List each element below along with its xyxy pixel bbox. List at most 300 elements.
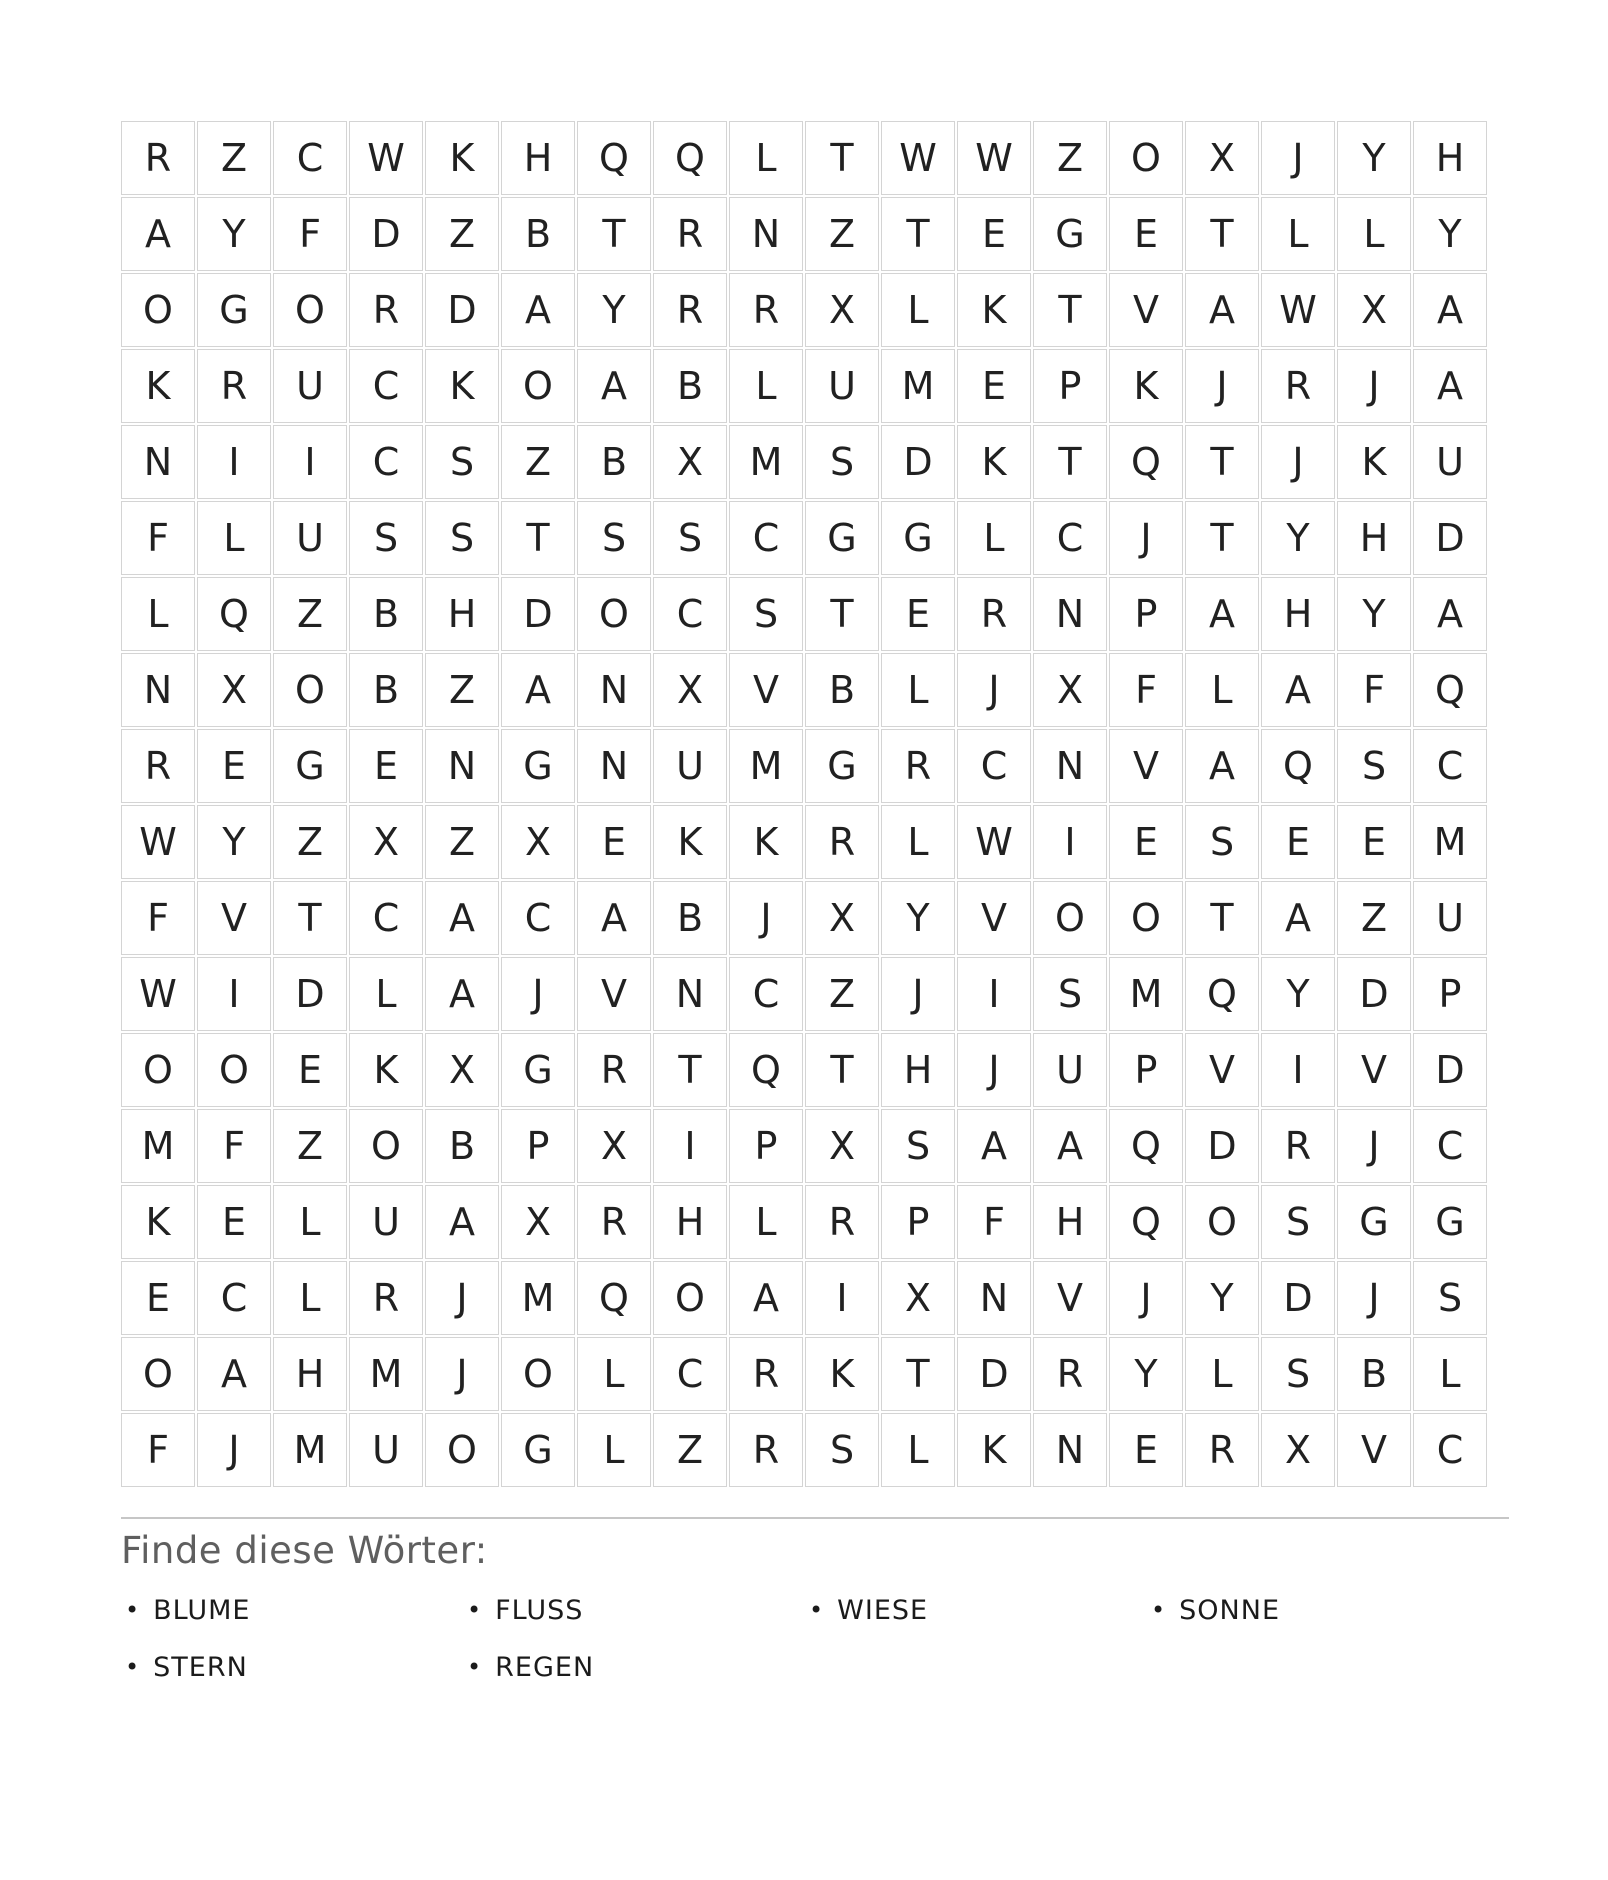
- grid-cell[interactable]: Y: [1185, 1261, 1259, 1335]
- grid-cell[interactable]: A: [1413, 273, 1487, 347]
- grid-cell[interactable]: Z: [805, 197, 879, 271]
- grid-cell[interactable]: C: [653, 1337, 727, 1411]
- grid-cell[interactable]: P: [1413, 957, 1487, 1031]
- grid-cell[interactable]: A: [577, 881, 651, 955]
- grid-cell[interactable]: S: [729, 577, 803, 651]
- grid-cell[interactable]: T: [805, 121, 879, 195]
- grid-cell[interactable]: Y: [1261, 957, 1335, 1031]
- grid-cell[interactable]: W: [881, 121, 955, 195]
- grid-cell[interactable]: M: [881, 349, 955, 423]
- grid-cell[interactable]: L: [197, 501, 271, 575]
- grid-cell[interactable]: A: [501, 653, 575, 727]
- grid-cell[interactable]: N: [1033, 1413, 1107, 1487]
- grid-cell[interactable]: E: [1109, 197, 1183, 271]
- grid-cell[interactable]: A: [1261, 881, 1335, 955]
- grid-cell[interactable]: T: [1185, 501, 1259, 575]
- grid-cell[interactable]: V: [957, 881, 1031, 955]
- grid-cell[interactable]: M: [273, 1413, 347, 1487]
- grid-cell[interactable]: S: [1033, 957, 1107, 1031]
- grid-cell[interactable]: E: [1109, 805, 1183, 879]
- grid-cell[interactable]: W: [121, 957, 195, 1031]
- grid-cell[interactable]: M: [729, 425, 803, 499]
- grid-cell[interactable]: Y: [1337, 121, 1411, 195]
- grid-cell[interactable]: E: [957, 197, 1031, 271]
- grid-cell[interactable]: O: [501, 1337, 575, 1411]
- grid-cell[interactable]: O: [1109, 121, 1183, 195]
- grid-cell[interactable]: W: [1261, 273, 1335, 347]
- grid-cell[interactable]: L: [729, 1185, 803, 1259]
- grid-cell[interactable]: R: [729, 273, 803, 347]
- grid-cell[interactable]: R: [1261, 349, 1335, 423]
- grid-cell[interactable]: X: [1033, 653, 1107, 727]
- grid-cell[interactable]: S: [805, 1413, 879, 1487]
- grid-cell[interactable]: X: [653, 425, 727, 499]
- grid-cell[interactable]: X: [1261, 1413, 1335, 1487]
- grid-cell[interactable]: A: [1413, 349, 1487, 423]
- grid-cell[interactable]: C: [197, 1261, 271, 1335]
- grid-cell[interactable]: A: [1261, 653, 1335, 727]
- grid-cell[interactable]: B: [349, 653, 423, 727]
- grid-cell[interactable]: L: [1261, 197, 1335, 271]
- grid-cell[interactable]: X: [425, 1033, 499, 1107]
- grid-cell[interactable]: Q: [577, 1261, 651, 1335]
- grid-cell[interactable]: A: [1413, 577, 1487, 651]
- grid-cell[interactable]: Z: [1033, 121, 1107, 195]
- grid-cell[interactable]: L: [577, 1413, 651, 1487]
- grid-cell[interactable]: Y: [881, 881, 955, 955]
- grid-cell[interactable]: X: [805, 1109, 879, 1183]
- grid-cell[interactable]: X: [1337, 273, 1411, 347]
- grid-cell[interactable]: M: [1413, 805, 1487, 879]
- grid-cell[interactable]: Z: [273, 577, 347, 651]
- grid-cell[interactable]: Q: [1109, 425, 1183, 499]
- grid-cell[interactable]: L: [349, 957, 423, 1031]
- grid-cell[interactable]: J: [197, 1413, 271, 1487]
- grid-cell[interactable]: L: [881, 1413, 955, 1487]
- grid-cell[interactable]: N: [957, 1261, 1031, 1335]
- grid-cell[interactable]: J: [1337, 1261, 1411, 1335]
- grid-cell[interactable]: V: [1033, 1261, 1107, 1335]
- grid-cell[interactable]: C: [1413, 1109, 1487, 1183]
- grid-cell[interactable]: L: [881, 805, 955, 879]
- grid-cell[interactable]: R: [349, 1261, 423, 1335]
- grid-cell[interactable]: B: [653, 881, 727, 955]
- grid-cell[interactable]: O: [121, 1337, 195, 1411]
- grid-cell[interactable]: J: [425, 1261, 499, 1335]
- grid-cell[interactable]: R: [1185, 1413, 1259, 1487]
- grid-cell[interactable]: Y: [577, 273, 651, 347]
- grid-cell[interactable]: R: [577, 1185, 651, 1259]
- grid-cell[interactable]: O: [501, 349, 575, 423]
- grid-cell[interactable]: S: [349, 501, 423, 575]
- grid-cell[interactable]: N: [121, 425, 195, 499]
- grid-cell[interactable]: U: [653, 729, 727, 803]
- grid-cell[interactable]: C: [729, 501, 803, 575]
- grid-cell[interactable]: D: [273, 957, 347, 1031]
- grid-cell[interactable]: C: [1033, 501, 1107, 575]
- grid-cell[interactable]: R: [881, 729, 955, 803]
- grid-cell[interactable]: O: [121, 273, 195, 347]
- grid-cell[interactable]: L: [1337, 197, 1411, 271]
- grid-cell[interactable]: E: [197, 729, 271, 803]
- grid-cell[interactable]: V: [1109, 273, 1183, 347]
- grid-cell[interactable]: X: [577, 1109, 651, 1183]
- grid-cell[interactable]: A: [577, 349, 651, 423]
- grid-cell[interactable]: U: [349, 1185, 423, 1259]
- grid-cell[interactable]: A: [1185, 273, 1259, 347]
- grid-cell[interactable]: O: [1033, 881, 1107, 955]
- grid-cell[interactable]: X: [881, 1261, 955, 1335]
- grid-cell[interactable]: X: [653, 653, 727, 727]
- grid-cell[interactable]: F: [121, 881, 195, 955]
- grid-cell[interactable]: P: [1109, 577, 1183, 651]
- grid-cell[interactable]: C: [501, 881, 575, 955]
- grid-cell[interactable]: G: [881, 501, 955, 575]
- grid-cell[interactable]: B: [805, 653, 879, 727]
- grid-cell[interactable]: T: [881, 197, 955, 271]
- grid-cell[interactable]: D: [1413, 1033, 1487, 1107]
- grid-cell[interactable]: L: [729, 121, 803, 195]
- grid-cell[interactable]: I: [197, 957, 271, 1031]
- grid-cell[interactable]: P: [1033, 349, 1107, 423]
- grid-cell[interactable]: L: [881, 273, 955, 347]
- grid-cell[interactable]: G: [501, 1413, 575, 1487]
- grid-cell[interactable]: A: [1185, 577, 1259, 651]
- grid-cell[interactable]: I: [957, 957, 1031, 1031]
- grid-cell[interactable]: D: [501, 577, 575, 651]
- grid-cell[interactable]: R: [729, 1337, 803, 1411]
- grid-cell[interactable]: S: [881, 1109, 955, 1183]
- grid-cell[interactable]: J: [881, 957, 955, 1031]
- grid-cell[interactable]: X: [501, 1185, 575, 1259]
- grid-cell[interactable]: X: [805, 881, 879, 955]
- grid-cell[interactable]: O: [1109, 881, 1183, 955]
- grid-cell[interactable]: J: [1109, 501, 1183, 575]
- grid-cell[interactable]: M: [121, 1109, 195, 1183]
- grid-cell[interactable]: L: [957, 501, 1031, 575]
- grid-cell[interactable]: J: [957, 653, 1031, 727]
- grid-cell[interactable]: K: [957, 425, 1031, 499]
- grid-cell[interactable]: H: [425, 577, 499, 651]
- grid-cell[interactable]: M: [349, 1337, 423, 1411]
- grid-cell[interactable]: A: [425, 1185, 499, 1259]
- grid-cell[interactable]: A: [1185, 729, 1259, 803]
- grid-cell[interactable]: L: [273, 1261, 347, 1335]
- grid-cell[interactable]: U: [273, 501, 347, 575]
- grid-cell[interactable]: T: [805, 577, 879, 651]
- grid-cell[interactable]: X: [805, 273, 879, 347]
- grid-cell[interactable]: W: [349, 121, 423, 195]
- grid-cell[interactable]: H: [1413, 121, 1487, 195]
- grid-cell[interactable]: C: [349, 349, 423, 423]
- grid-cell[interactable]: Z: [425, 653, 499, 727]
- grid-cell[interactable]: S: [425, 501, 499, 575]
- grid-cell[interactable]: W: [957, 121, 1031, 195]
- grid-cell[interactable]: Z: [1337, 881, 1411, 955]
- grid-cell[interactable]: X: [349, 805, 423, 879]
- grid-cell[interactable]: K: [1109, 349, 1183, 423]
- grid-cell[interactable]: F: [121, 1413, 195, 1487]
- grid-cell[interactable]: D: [1185, 1109, 1259, 1183]
- grid-cell[interactable]: I: [273, 425, 347, 499]
- grid-cell[interactable]: U: [1413, 425, 1487, 499]
- grid-cell[interactable]: Q: [653, 121, 727, 195]
- grid-cell[interactable]: T: [1033, 425, 1107, 499]
- grid-cell[interactable]: M: [1109, 957, 1183, 1031]
- grid-cell[interactable]: G: [501, 729, 575, 803]
- grid-cell[interactable]: P: [1109, 1033, 1183, 1107]
- grid-cell[interactable]: D: [957, 1337, 1031, 1411]
- grid-cell[interactable]: T: [805, 1033, 879, 1107]
- grid-cell[interactable]: V: [577, 957, 651, 1031]
- grid-cell[interactable]: A: [957, 1109, 1031, 1183]
- grid-cell[interactable]: A: [425, 881, 499, 955]
- grid-cell[interactable]: J: [1261, 425, 1335, 499]
- grid-cell[interactable]: R: [121, 121, 195, 195]
- grid-cell[interactable]: C: [653, 577, 727, 651]
- grid-cell[interactable]: K: [425, 349, 499, 423]
- grid-cell[interactable]: O: [273, 653, 347, 727]
- grid-cell[interactable]: L: [729, 349, 803, 423]
- grid-cell[interactable]: T: [1185, 881, 1259, 955]
- grid-cell[interactable]: K: [349, 1033, 423, 1107]
- grid-cell[interactable]: Q: [1109, 1109, 1183, 1183]
- grid-cell[interactable]: T: [881, 1337, 955, 1411]
- grid-cell[interactable]: D: [1261, 1261, 1335, 1335]
- grid-cell[interactable]: K: [121, 349, 195, 423]
- grid-cell[interactable]: G: [197, 273, 271, 347]
- grid-cell[interactable]: T: [1033, 273, 1107, 347]
- grid-cell[interactable]: Q: [1413, 653, 1487, 727]
- grid-cell[interactable]: I: [197, 425, 271, 499]
- grid-cell[interactable]: C: [957, 729, 1031, 803]
- grid-cell[interactable]: K: [957, 1413, 1031, 1487]
- grid-cell[interactable]: U: [1413, 881, 1487, 955]
- grid-cell[interactable]: K: [425, 121, 499, 195]
- grid-cell[interactable]: F: [273, 197, 347, 271]
- grid-cell[interactable]: N: [729, 197, 803, 271]
- grid-cell[interactable]: S: [1413, 1261, 1487, 1335]
- grid-cell[interactable]: N: [121, 653, 195, 727]
- grid-cell[interactable]: R: [957, 577, 1031, 651]
- grid-cell[interactable]: D: [349, 197, 423, 271]
- grid-cell[interactable]: G: [1413, 1185, 1487, 1259]
- grid-cell[interactable]: J: [1337, 1109, 1411, 1183]
- grid-cell[interactable]: R: [653, 197, 727, 271]
- grid-cell[interactable]: V: [197, 881, 271, 955]
- grid-cell[interactable]: Z: [653, 1413, 727, 1487]
- grid-cell[interactable]: I: [653, 1109, 727, 1183]
- grid-cell[interactable]: U: [805, 349, 879, 423]
- grid-cell[interactable]: T: [653, 1033, 727, 1107]
- grid-cell[interactable]: P: [881, 1185, 955, 1259]
- grid-cell[interactable]: L: [577, 1337, 651, 1411]
- grid-cell[interactable]: X: [197, 653, 271, 727]
- grid-cell[interactable]: S: [577, 501, 651, 575]
- grid-cell[interactable]: Z: [197, 121, 271, 195]
- grid-cell[interactable]: R: [653, 273, 727, 347]
- grid-cell[interactable]: K: [121, 1185, 195, 1259]
- grid-cell[interactable]: C: [349, 881, 423, 955]
- grid-cell[interactable]: S: [425, 425, 499, 499]
- grid-cell[interactable]: L: [121, 577, 195, 651]
- grid-cell[interactable]: R: [1033, 1337, 1107, 1411]
- grid-cell[interactable]: Q: [1261, 729, 1335, 803]
- grid-cell[interactable]: Q: [1109, 1185, 1183, 1259]
- grid-cell[interactable]: N: [425, 729, 499, 803]
- grid-cell[interactable]: F: [1109, 653, 1183, 727]
- grid-cell[interactable]: B: [653, 349, 727, 423]
- grid-cell[interactable]: S: [1185, 805, 1259, 879]
- grid-cell[interactable]: O: [425, 1413, 499, 1487]
- grid-cell[interactable]: O: [1185, 1185, 1259, 1259]
- grid-cell[interactable]: J: [957, 1033, 1031, 1107]
- grid-cell[interactable]: E: [881, 577, 955, 651]
- grid-cell[interactable]: H: [881, 1033, 955, 1107]
- grid-cell[interactable]: E: [273, 1033, 347, 1107]
- grid-cell[interactable]: A: [729, 1261, 803, 1335]
- grid-cell[interactable]: K: [805, 1337, 879, 1411]
- grid-cell[interactable]: C: [273, 121, 347, 195]
- grid-cell[interactable]: A: [1033, 1109, 1107, 1183]
- grid-cell[interactable]: P: [729, 1109, 803, 1183]
- grid-cell[interactable]: G: [273, 729, 347, 803]
- grid-cell[interactable]: F: [121, 501, 195, 575]
- grid-cell[interactable]: A: [121, 197, 195, 271]
- grid-cell[interactable]: B: [425, 1109, 499, 1183]
- grid-cell[interactable]: K: [1337, 425, 1411, 499]
- grid-cell[interactable]: O: [653, 1261, 727, 1335]
- grid-cell[interactable]: H: [1337, 501, 1411, 575]
- grid-cell[interactable]: L: [881, 653, 955, 727]
- grid-cell[interactable]: H: [1261, 577, 1335, 651]
- grid-cell[interactable]: R: [197, 349, 271, 423]
- grid-cell[interactable]: V: [1109, 729, 1183, 803]
- grid-cell[interactable]: H: [501, 121, 575, 195]
- grid-cell[interactable]: G: [501, 1033, 575, 1107]
- grid-cell[interactable]: E: [121, 1261, 195, 1335]
- grid-cell[interactable]: P: [501, 1109, 575, 1183]
- grid-cell[interactable]: J: [1337, 349, 1411, 423]
- grid-cell[interactable]: R: [1261, 1109, 1335, 1183]
- grid-cell[interactable]: Y: [1261, 501, 1335, 575]
- grid-cell[interactable]: G: [805, 501, 879, 575]
- grid-cell[interactable]: C: [349, 425, 423, 499]
- grid-cell[interactable]: R: [805, 1185, 879, 1259]
- grid-cell[interactable]: H: [273, 1337, 347, 1411]
- grid-cell[interactable]: S: [805, 425, 879, 499]
- grid-cell[interactable]: L: [1185, 653, 1259, 727]
- grid-cell[interactable]: E: [1261, 805, 1335, 879]
- grid-cell[interactable]: Y: [1413, 197, 1487, 271]
- grid-cell[interactable]: J: [425, 1337, 499, 1411]
- grid-cell[interactable]: T: [1185, 425, 1259, 499]
- grid-cell[interactable]: O: [577, 577, 651, 651]
- grid-cell[interactable]: F: [957, 1185, 1031, 1259]
- grid-cell[interactable]: C: [1413, 729, 1487, 803]
- grid-cell[interactable]: C: [1413, 1413, 1487, 1487]
- grid-cell[interactable]: R: [121, 729, 195, 803]
- grid-cell[interactable]: G: [805, 729, 879, 803]
- grid-cell[interactable]: R: [805, 805, 879, 879]
- grid-cell[interactable]: W: [121, 805, 195, 879]
- grid-cell[interactable]: S: [1337, 729, 1411, 803]
- grid-cell[interactable]: F: [197, 1109, 271, 1183]
- grid-cell[interactable]: E: [349, 729, 423, 803]
- grid-cell[interactable]: K: [729, 805, 803, 879]
- grid-cell[interactable]: H: [1033, 1185, 1107, 1259]
- grid-cell[interactable]: S: [1261, 1185, 1335, 1259]
- grid-cell[interactable]: D: [425, 273, 499, 347]
- grid-cell[interactable]: O: [121, 1033, 195, 1107]
- grid-cell[interactable]: M: [501, 1261, 575, 1335]
- grid-cell[interactable]: H: [653, 1185, 727, 1259]
- grid-cell[interactable]: R: [577, 1033, 651, 1107]
- grid-cell[interactable]: Y: [197, 197, 271, 271]
- grid-cell[interactable]: J: [501, 957, 575, 1031]
- grid-cell[interactable]: J: [1109, 1261, 1183, 1335]
- grid-cell[interactable]: B: [501, 197, 575, 271]
- grid-cell[interactable]: F: [1337, 653, 1411, 727]
- grid-cell[interactable]: V: [1185, 1033, 1259, 1107]
- grid-cell[interactable]: A: [197, 1337, 271, 1411]
- grid-cell[interactable]: E: [577, 805, 651, 879]
- grid-cell[interactable]: O: [349, 1109, 423, 1183]
- grid-cell[interactable]: L: [1413, 1337, 1487, 1411]
- grid-cell[interactable]: V: [1337, 1033, 1411, 1107]
- grid-cell[interactable]: N: [1033, 729, 1107, 803]
- grid-cell[interactable]: A: [501, 273, 575, 347]
- grid-cell[interactable]: V: [729, 653, 803, 727]
- grid-cell[interactable]: Z: [273, 805, 347, 879]
- grid-cell[interactable]: S: [653, 501, 727, 575]
- grid-cell[interactable]: Y: [1109, 1337, 1183, 1411]
- grid-cell[interactable]: T: [577, 197, 651, 271]
- grid-cell[interactable]: Z: [805, 957, 879, 1031]
- grid-cell[interactable]: J: [729, 881, 803, 955]
- grid-cell[interactable]: O: [197, 1033, 271, 1107]
- grid-cell[interactable]: O: [273, 273, 347, 347]
- grid-cell[interactable]: G: [1033, 197, 1107, 271]
- grid-cell[interactable]: N: [653, 957, 727, 1031]
- grid-cell[interactable]: N: [577, 729, 651, 803]
- grid-cell[interactable]: E: [957, 349, 1031, 423]
- grid-cell[interactable]: E: [1109, 1413, 1183, 1487]
- grid-cell[interactable]: T: [501, 501, 575, 575]
- grid-cell[interactable]: K: [957, 273, 1031, 347]
- grid-cell[interactable]: B: [1337, 1337, 1411, 1411]
- grid-cell[interactable]: Q: [577, 121, 651, 195]
- grid-cell[interactable]: I: [805, 1261, 879, 1335]
- grid-cell[interactable]: X: [501, 805, 575, 879]
- grid-cell[interactable]: R: [729, 1413, 803, 1487]
- grid-cell[interactable]: U: [1033, 1033, 1107, 1107]
- grid-cell[interactable]: Z: [501, 425, 575, 499]
- grid-cell[interactable]: D: [1337, 957, 1411, 1031]
- grid-cell[interactable]: N: [1033, 577, 1107, 651]
- grid-cell[interactable]: Z: [273, 1109, 347, 1183]
- grid-cell[interactable]: Q: [729, 1033, 803, 1107]
- grid-cell[interactable]: Z: [425, 197, 499, 271]
- grid-cell[interactable]: X: [1185, 121, 1259, 195]
- grid-cell[interactable]: B: [577, 425, 651, 499]
- grid-cell[interactable]: L: [1185, 1337, 1259, 1411]
- grid-cell[interactable]: A: [425, 957, 499, 1031]
- grid-cell[interactable]: Z: [425, 805, 499, 879]
- grid-cell[interactable]: K: [653, 805, 727, 879]
- grid-cell[interactable]: R: [349, 273, 423, 347]
- grid-cell[interactable]: G: [1337, 1185, 1411, 1259]
